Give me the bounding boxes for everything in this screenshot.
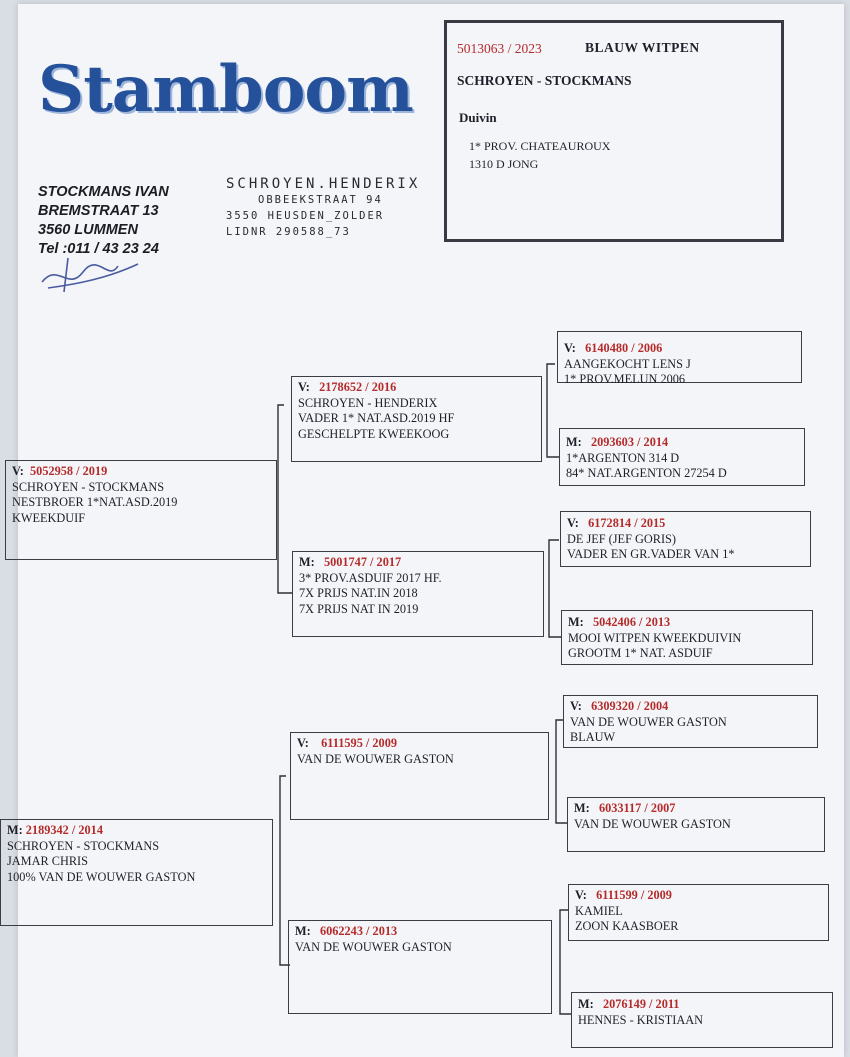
brand-title: Stamboom <box>38 52 413 127</box>
pedigree-father: V: 5052958 / 2019 SCHROYEN - STOCKMANS NESTBROER 1*NAT.ASD.2019 KWEEKDUIF <box>5 460 277 560</box>
pedigree-ffm: M: 2093603 / 2014 1*ARGENTON 314 D 84* NAT.ARGENTON 27254 D <box>559 428 805 486</box>
father-ring: 5052958 / 2019 <box>30 464 108 478</box>
mother-line: 100% VAN DE WOUWER GASTON <box>7 869 196 884</box>
owner1-city: 3560 LUMMEN <box>38 222 138 238</box>
pedigree-ff: V: 2178652 / 2016 SCHROYEN - HENDERIX VADER 1* NAT.ASD.2019 HF GESCHELPTE KWEEKOOG <box>291 376 542 462</box>
pigeon-sex: Duivin <box>459 110 497 125</box>
father-line: NESTBROER 1*NAT.ASD.2019 <box>12 495 178 509</box>
pedigree-fmf: V: 6172814 / 2015 DE JEF (JEF GORIS) VADER EN GR.VADER VAN 1* <box>560 511 811 567</box>
pedigree-fmm: M: 5042406 / 2013 MOOI WITPEN KWEEKDUIVIN GROOTM 1* NAT. ASDUIF <box>561 610 813 665</box>
owner1-street: BREMSTRAAT 13 <box>38 203 159 219</box>
pedigree-mother: M: 2189342 / 2014 SCHROYEN - STOCKMANS JAMAR CHRIS 100% VAN DE WOUWER GASTON <box>0 819 273 926</box>
pedigree-fff: V: 6140480 / 2006 AANGEKOCHT LENS J 1* PROV.MELUN 2006 <box>557 331 802 383</box>
owner2-city: 3550 HEUSDEN_ZOLDER <box>226 210 385 222</box>
pedigree-mff: V: 6309320 / 2004 VAN DE WOUWER GASTON BLAUW <box>563 695 818 748</box>
pigeon-result-2: 1310 D JONG <box>469 157 539 171</box>
owner2-name: SCHROYEN.HENDERIX <box>226 176 421 192</box>
pedigree-mmm: M: 2076149 / 2011 HENNES - KRISTIAAN <box>571 992 833 1048</box>
pigeon-ring: 5013063 / 2023 <box>457 41 542 56</box>
pigeon-result-1: 1* PROV. CHATEAUROUX <box>469 139 611 153</box>
owner1-phone: Tel :011 / 43 23 24 <box>38 241 159 257</box>
mother-line: JAMAR CHRIS <box>7 854 88 868</box>
pedigree-mm: M: 6062243 / 2013 VAN DE WOUWER GASTON <box>288 920 552 1014</box>
pigeon-color: BLAUW WITPEN <box>585 40 700 55</box>
father-line: SCHROYEN - STOCKMANS <box>12 479 165 494</box>
owner2-street: OBBEEKSTRAAT 94 <box>258 194 383 206</box>
father-line: KWEEKDUIF <box>12 510 86 525</box>
mother-ring: 2189342 / 2014 <box>25 823 103 837</box>
mother-line: SCHROYEN - STOCKMANS <box>7 838 160 853</box>
pigeon-owner: SCHROYEN - STOCKMANS <box>457 73 632 88</box>
pedigree-mfm: M: 6033117 / 2007 VAN DE WOUWER GASTON <box>567 797 825 852</box>
pedigree-mmf: V: 6111599 / 2009 KAMIEL ZOON KAASBOER <box>568 884 829 941</box>
owner1-name: STOCKMANS IVAN <box>38 184 169 200</box>
pedigree-fm: M: 5001747 / 2017 3* PROV.ASDUIF 2017 HF. 7X PRIJS NAT.IN 2018 7X PRIJS NAT IN 2019 <box>292 551 544 637</box>
owner2-lid: LIDNR 290588_73 <box>226 226 351 238</box>
pedigree-mf: V: 6111595 / 2009 VAN DE WOUWER GASTON <box>290 732 549 820</box>
